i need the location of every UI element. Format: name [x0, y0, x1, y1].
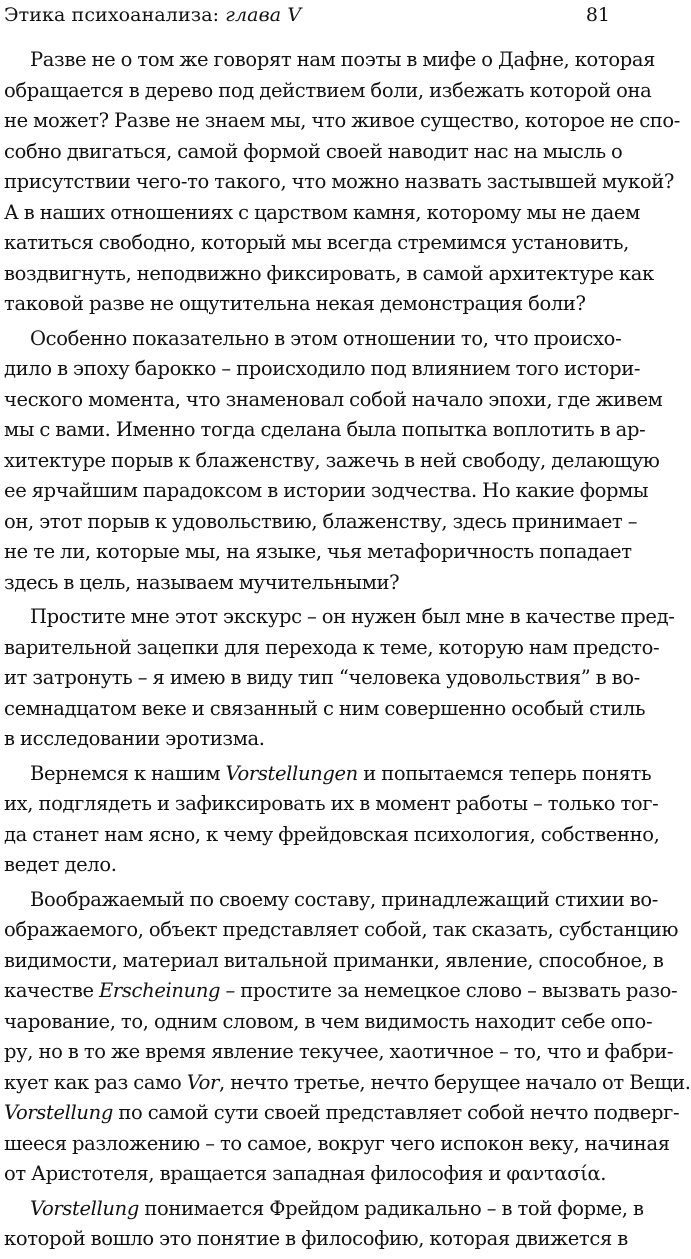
text-line: в исследовании эротизма. — [4, 727, 265, 750]
text-line: мы с вами. Именно тогда сделана была попытка воплотить в ар- — [4, 418, 646, 441]
text-line: семнадцатом веке и связанный с ним совершенно особый стиль — [4, 696, 646, 720]
text-line — [4, 1068, 691, 1099]
text-segment: , нечто третье, нечто берущее начало от Вещи. — [219, 1070, 691, 1094]
text-line: видимости, материал витальной приманки, явление, способное, в — [4, 948, 664, 972]
text-line: ческого момента, что знаменовал собой начало эпохи, где живем — [4, 387, 663, 411]
italic-term: Vorstellung — [4, 1101, 113, 1124]
text-line: дило в эпоху барокко – происходило под влиянием того истори- — [4, 357, 641, 380]
text-line: их, подглядеть и зафиксировать их в момент работы – только тог- — [4, 792, 659, 815]
text-line: Воображаемый по своему составу, принадлежащий стихии во- — [30, 887, 658, 911]
text-segment: Вернемся к нашим — [30, 761, 226, 785]
text-line — [4, 976, 678, 1007]
text-line: Простите мне этот экскурс – он нужен был мне в качестве пред- — [30, 605, 675, 628]
text-line — [4, 1098, 680, 1129]
italic-term: Vorstellungen — [225, 761, 358, 785]
text-line — [4, 1194, 644, 1225]
chapter-label: глава V — [225, 4, 302, 26]
text-line: не те ли, которые мы, на языке, чья метафоричность попадает — [4, 540, 632, 563]
text-line: которой вошло это понятие в философию, которая движется в — [4, 1227, 628, 1250]
text-segment: кует как раз само — [4, 1070, 187, 1094]
paragraph — [4, 324, 663, 599]
text-line: ведет дело. — [4, 853, 117, 876]
text-line: хитектуре порыв к блаженству, зажечь в ней свободу, делающую — [4, 448, 660, 472]
text-line: А в наших отношениях с царством камня, которому мы не даем — [4, 200, 640, 224]
text-line: чарование, то, одним словом, в чем видимость находит себе опо- — [4, 1009, 653, 1033]
text-line: ит затронуть – я имею в виду тип “человека удовольствия” в во- — [4, 666, 640, 689]
paragraph — [4, 45, 681, 320]
paragraph — [4, 759, 660, 881]
text-line: от Аристотеля, вращается западная философия и φαντασία. — [4, 1162, 607, 1185]
text-line: здесь в цель, называем мучительными? — [4, 570, 400, 594]
book-title: Этика психоанализа: — [4, 4, 226, 26]
text-line: собно двигаться, самой формой своей наводит нас на мысль о — [4, 139, 623, 163]
text-line: присутствии чего-то такого, что можно назвать застывшей мукой? — [4, 170, 674, 193]
running-title — [4, 3, 301, 27]
text-line: ображаемого, объект представляет собой, так сказать, субстанцию — [4, 918, 679, 941]
text-line: ее ярчайшим парадоксом в истории зодчества. Но какие формы — [4, 479, 649, 502]
text-line: да станет нам ясно, к чему фрейдовская психология, собственно, — [4, 822, 660, 846]
text-line: шееся разложению – то самое, вокруг чего испокон веку, начиная — [4, 1131, 670, 1155]
text-segment: понимается Фрейдом радикально – в той форме, в — [138, 1196, 644, 1220]
italic-term: Vor — [186, 1070, 219, 1094]
page-number: 81 — [585, 4, 610, 26]
text-line: ру, но в то же время явление текучее, хаотичное – то, что и фабри- — [4, 1040, 674, 1063]
text-line: катиться свободно, который мы всегда стремимся установить, — [4, 231, 630, 254]
italic-term: Erscheinung — [99, 979, 221, 1002]
text-line: он, этот порыв к удовольствию, блаженству, здесь принимает – — [4, 509, 638, 533]
paragraph — [4, 885, 691, 1190]
body-text — [4, 45, 691, 1259]
text-line: Особенно показательно в этом отношении то, что происхо- — [30, 326, 622, 350]
text-line: Разве не о том же говорят нам поэты в мифе о Дафне, которая — [30, 48, 656, 71]
italic-term: Vorstellung — [30, 1196, 139, 1220]
paragraph — [4, 1194, 644, 1255]
text-segment: – простите за немецкое слово – вызвать разо- — [220, 979, 678, 1002]
text-line: варительной зацепки для перехода к теме, которую нам предсто- — [4, 635, 660, 659]
text-line: обращается в дерево под действием боли, избежать которой она — [4, 78, 652, 102]
paragraph — [4, 602, 675, 755]
text-line: не может? Разве не знаем мы, что живое существо, которое не спо- — [4, 109, 681, 132]
running-header — [4, 3, 610, 31]
text-segment: и попытаемся теперь понять — [357, 761, 652, 785]
text-line: таковой разве не ощутительна некая демонстрация боли? — [4, 292, 586, 315]
text-line — [4, 759, 652, 790]
text-segment: качестве — [4, 979, 100, 1002]
text-segment: по самой сути своей представляет собой нечто подверг- — [112, 1101, 680, 1124]
text-line: воздвигнуть, неподвижно фиксировать, в самой архитектуре как — [4, 261, 654, 285]
